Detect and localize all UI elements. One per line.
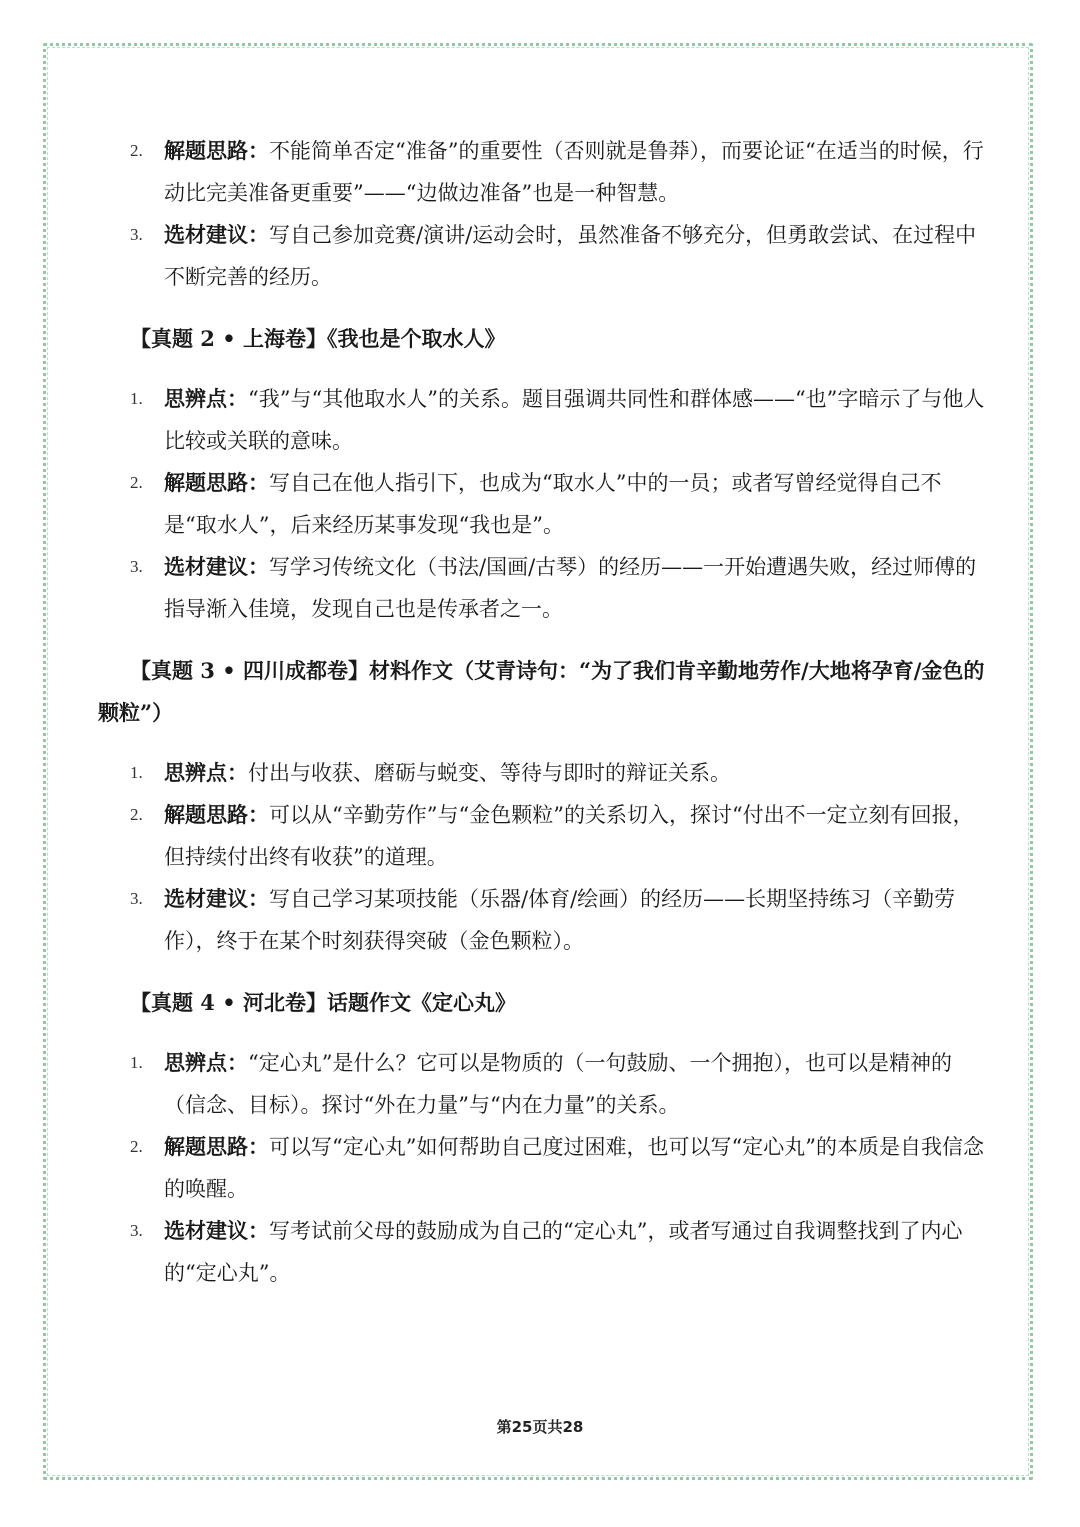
item-text: 不能简单否定“准备”的重要性（否则就是鲁莽），而要论证“在适当的时候，行动比完美准备更重要”——“边做边准备”也是一种智慧。	[164, 139, 984, 205]
item-label: 选材建议：	[164, 554, 269, 579]
list-item	[98, 1126, 988, 1210]
item-number: 2.	[130, 473, 143, 492]
list-item	[98, 752, 988, 794]
item-label: 解题思路：	[164, 802, 269, 827]
list-item	[98, 378, 988, 462]
document-body	[98, 130, 988, 1294]
list-item	[98, 130, 988, 214]
item-label: 选材建议：	[164, 886, 269, 911]
list-item	[98, 794, 988, 878]
item-label: 选材建议：	[164, 1218, 269, 1243]
list-item	[98, 1042, 988, 1126]
section-hebei	[98, 982, 988, 1294]
list-item	[98, 546, 988, 630]
item-number: 3.	[130, 225, 143, 244]
item-text: 可以写“定心丸”如何帮助自己度过困难，也可以写“定心丸”的本质是自我信念的唤醒。	[164, 1135, 984, 1201]
item-text: 写学习传统文化（书法/国画/古琴）的经历——一开始遭遇失败，经过师傅的指导渐入佳境，发现自己也是传承者之一。	[164, 555, 977, 621]
item-number: 1.	[130, 763, 143, 782]
section-heading: 【真题 4 • 河北卷】话题作文《定心丸》	[130, 990, 516, 1015]
list-item	[98, 462, 988, 546]
section-chengdu	[98, 650, 988, 962]
item-text: “我”与“其他取水人”的关系。题目强调共同性和群体感——“也”字暗示了与他人比较或关联的意味。	[164, 387, 985, 453]
item-label: 思辨点：	[164, 386, 248, 411]
item-number: 2.	[130, 141, 143, 160]
item-text: 写自己学习某项技能（乐器/体育/绘画）的经历——长期坚持练习（辛勤劳作），终于在某个时刻获得突破（金色颗粒）。	[164, 887, 956, 953]
item-text: “定心丸”是什么？它可以是物质的（一句鼓励、一个拥抱），也可以是精神的（信念、目标）。探讨“外在力量”与“内在力量”的关系。	[164, 1051, 952, 1117]
item-label: 解题思路：	[164, 470, 269, 495]
list-item	[98, 214, 988, 298]
item-number: 2.	[130, 1137, 143, 1156]
item-number: 3.	[130, 557, 143, 576]
item-text: 付出与收获、磨砺与蜕变、等待与即时的辩证关系。	[248, 761, 731, 785]
item-text: 写考试前父母的鼓励成为自己的“定心丸”，或者写通过自我调整找到了内心的“定心丸”。	[164, 1219, 963, 1285]
item-number: 2.	[130, 805, 143, 824]
item-text: 写自己参加竞赛/演讲/运动会时，虽然准备不够充分，但勇敢尝试、在过程中不断完善的经历。	[164, 223, 977, 289]
section-heading: 【真题 2 • 上海卷】《我也是个取水人》	[130, 326, 506, 351]
page-number: 第25页共28	[496, 1418, 584, 1436]
list-item	[98, 1210, 988, 1294]
item-text: 写自己在他人指引下，也成为“取水人”中的一员；或者写曾经觉得自己不是“取水人”，后来经历某事发现“我也是”。	[164, 471, 942, 537]
list-item	[98, 878, 988, 962]
section-heading: 【真题 3 • 四川成都卷】材料作文（艾青诗句：“为了我们肯辛勤地劳作/大地将孕育/金色的颗粒”）	[98, 658, 985, 725]
item-label: 选材建议：	[164, 222, 269, 247]
item-number: 3.	[130, 889, 143, 908]
section-continuation	[98, 130, 988, 298]
item-label: 思辨点：	[164, 1050, 248, 1075]
item-number: 3.	[130, 1221, 143, 1240]
item-number: 1.	[130, 389, 143, 408]
item-number: 1.	[130, 1053, 143, 1072]
item-label: 思辨点：	[164, 760, 248, 785]
item-label: 解题思路：	[164, 138, 269, 163]
item-text: 可以从“辛勤劳作”与“金色颗粒”的关系切入，探讨“付出不一定立刻有回报，但持续付出终有收获”的道理。	[164, 803, 974, 869]
section-shanghai	[98, 318, 988, 630]
item-label: 解题思路：	[164, 1134, 269, 1159]
